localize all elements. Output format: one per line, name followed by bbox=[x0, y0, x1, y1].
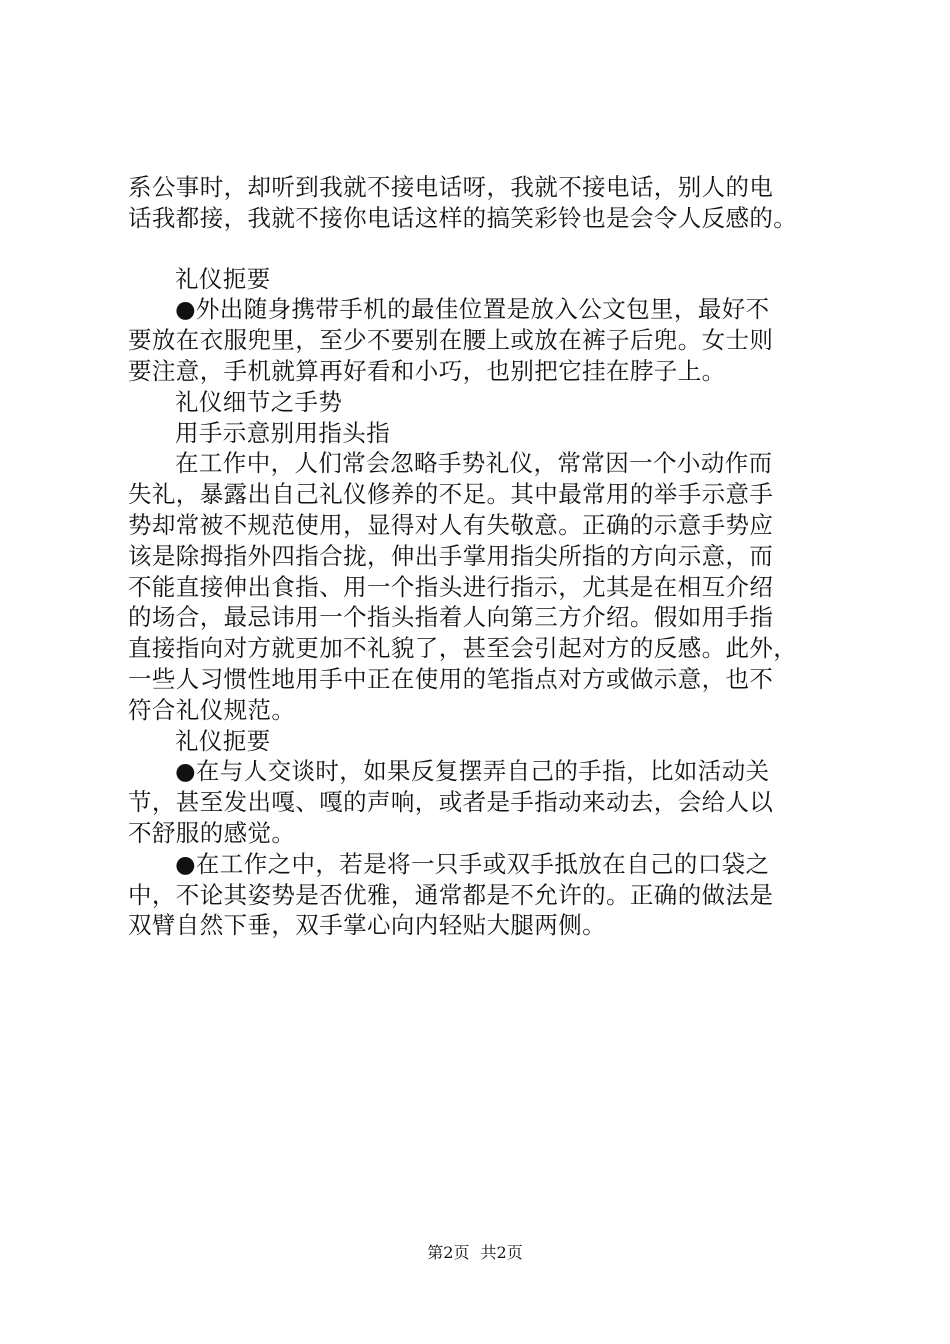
text-line: 系公事时，却听到我就不接电话呀，我就不接电话，别人的电 bbox=[128, 173, 774, 201]
text-line: 失礼，暴露出自己礼仪修养的不足。其中最常用的举手示意手 bbox=[128, 480, 774, 509]
text-line: 势却常被不规范使用，显得对人有失敬意。正确的示意手势应 bbox=[128, 510, 774, 539]
text-line: 在工作中，人们常会忽略手势礼仪，常常因一个小动作而 bbox=[175, 449, 773, 478]
text-line: 要放在衣服兜里，至少不要别在腰上或放在裤子后兜。女士则 bbox=[128, 326, 774, 355]
text-line: 话我都接，我就不接你电话这样的搞笑彩铃也是会令人反感的。 bbox=[128, 203, 798, 232]
text-line: 符合礼仪规范。 bbox=[128, 695, 296, 724]
document-body bbox=[128, 172, 828, 941]
text-line: ●在工作之中，若是将一只手或双手抵放在自己的口袋之 bbox=[175, 849, 770, 878]
text-line: 礼仪扼要 bbox=[175, 264, 271, 293]
text-line: 不能直接伸出食指、用一个指头进行指示，尤其是在相互介绍 bbox=[128, 572, 774, 601]
text-line: 礼仪扼要 bbox=[175, 726, 271, 755]
text-line: 一些人习惯性地用手中正在使用的笔指点对方或做示意，也不 bbox=[128, 664, 774, 693]
text-line: 的场合，最忌讳用一个指头指着人向第三方介绍。假如用手指 bbox=[128, 603, 774, 632]
text-line: 双臂自然下垂，双手掌心向内轻贴大腿两侧。 bbox=[128, 911, 606, 940]
text-line: ●在与人交谈时，如果反复摆弄自己的手指，比如活动关 bbox=[175, 757, 770, 786]
text-line: 要注意，手机就算再好看和小巧，也别把它挂在脖子上。 bbox=[128, 356, 726, 385]
paragraph-gap bbox=[128, 234, 828, 264]
text-line: ●外出随身携带手机的最佳位置是放入公文包里，最好不 bbox=[175, 295, 770, 324]
page-footer bbox=[0, 1243, 950, 1263]
page-total: 共2页 bbox=[480, 1243, 523, 1262]
text-line: 该是除拇指外四指合拢，伸出手掌用指尖所指的方向示意，而 bbox=[128, 541, 774, 570]
page-number: 第2页 bbox=[427, 1243, 470, 1262]
text-line: 中，不论其姿势是否优雅，通常都是不允许的。正确的做法是 bbox=[128, 880, 774, 909]
text-line: 节，甚至发出嘎、嘎的声响，或者是手指动来动去，会给人以 bbox=[128, 788, 774, 817]
text-line: 直接指向对方就更加不礼貌了，甚至会引起对方的反感。此外， bbox=[128, 634, 798, 663]
text-line: 用手示意别用指头指 bbox=[175, 418, 391, 447]
text-line: 礼仪细节之手势 bbox=[175, 387, 343, 416]
text-line: 不舒服的感觉。 bbox=[128, 818, 296, 847]
